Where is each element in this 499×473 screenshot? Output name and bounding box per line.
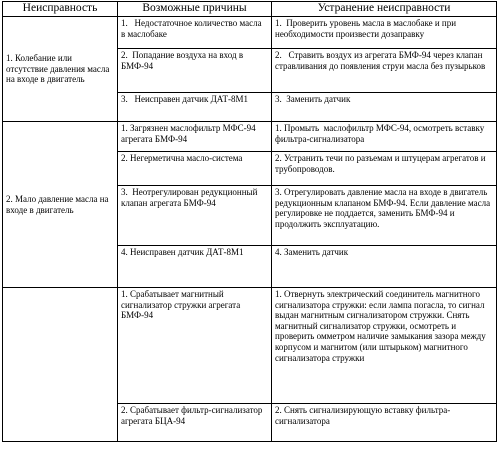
cause-cell xyxy=(118,49,272,93)
fix-text: 3. Заменить датчик xyxy=(275,94,351,104)
fix-cell xyxy=(272,404,497,442)
cause-text: 1. Недостаточное количество масла в маслобаке xyxy=(121,18,264,39)
fix-text: 4. Заменить датчик xyxy=(275,247,349,257)
cause-text: 3. Неисправен датчик ДАТ-8М1 xyxy=(121,94,248,104)
cause-text: 2. Попадание воздуха на вход в БМФ-94 xyxy=(121,50,246,71)
fix-cell xyxy=(272,17,497,49)
fault-cell xyxy=(3,288,118,442)
fix-cell xyxy=(272,152,497,186)
cause-text: 1. Загрязнен маслофильтр МФС-94 агрегата БМФ-94 xyxy=(121,123,258,144)
cause-text: 2. Негерметична масло-система xyxy=(121,153,243,163)
fix-text: 2. Снять сигнализирующую вставку фильтра-сигнализатора xyxy=(275,405,451,426)
fix-cell xyxy=(272,246,497,288)
cause-cell xyxy=(118,122,272,152)
fix-cell xyxy=(272,93,497,122)
header-row xyxy=(3,2,497,17)
cause-cell xyxy=(118,93,272,122)
header-fault: Неисправность xyxy=(3,2,118,17)
fix-cell xyxy=(272,122,497,152)
cause-cell xyxy=(118,186,272,246)
fix-cell xyxy=(272,186,497,246)
cause-cell xyxy=(118,152,272,186)
cause-text: 3. Неотрегулирован редукционный клапан агрегата БМФ-94 xyxy=(121,187,260,208)
fix-text: 1. Проверить уровень масла в маслобаке и при необходимости произвести дозаправку xyxy=(275,18,459,39)
fault-cell xyxy=(3,122,118,288)
header-remedy: Устранение неисправности xyxy=(272,2,497,17)
troubleshooting-table xyxy=(2,1,497,442)
cause-cell xyxy=(118,288,272,404)
fault-text: 2. Мало давление масла на входе в двигатель xyxy=(6,194,109,215)
cause-text: 2. Срабатывает фильтр-сигнализатор агрегата БЦА-94 xyxy=(121,405,265,426)
cause-cell xyxy=(118,404,272,442)
table-row xyxy=(3,17,497,49)
cause-text: 4. Неисправен датчик ДАТ-8М1 xyxy=(121,247,244,257)
fault-cell xyxy=(3,17,118,122)
fix-text: 2. Стравить воздух из агрегата БМФ-94 через клапан стравливания до появления струи масла без пузырьков xyxy=(275,50,486,71)
table-row xyxy=(3,122,497,152)
fix-text: 3. Отрегулировать давление масла на входе в двигатель редукционным клапаном БМФ-94. Если давление масла регулировке не поддается, заменить БМФ-94 и продолжить эксплуатацию. xyxy=(275,187,493,229)
cause-cell xyxy=(118,246,272,288)
header-causes: Возможные причины xyxy=(118,2,272,17)
fix-cell xyxy=(272,49,497,93)
fault-text: 1. Колебание или отсутствие давления масла на входе в двигатель xyxy=(6,53,110,85)
cause-text: 1. Срабатывает магнитный сигнализатор стружки агрегата БМФ-94 xyxy=(121,289,243,321)
fix-text: 2. Устранить течи по разъемам и штуцерам агрегатов и трубопроводов. xyxy=(275,153,488,174)
fix-text: 1. Промыть маслофильтр МФС-94, осмотреть вставку фильтра-сигнализатора xyxy=(275,123,487,144)
cause-cell xyxy=(118,17,272,49)
table-row xyxy=(3,288,497,404)
fix-text: 1. Отвернуть электрический соединитель магнитного сигнализатора стружки: если лампа погасла, то сигнал выдан магнитным сигнализатором стружки. Снять магнитный сигнализатор стружки, осмотреть и проверить омметром наличие замыкания зазора между корпусом и магнитом (или штырьком) магнитного сигнализатора стружки xyxy=(275,289,489,363)
fix-cell xyxy=(272,288,497,404)
